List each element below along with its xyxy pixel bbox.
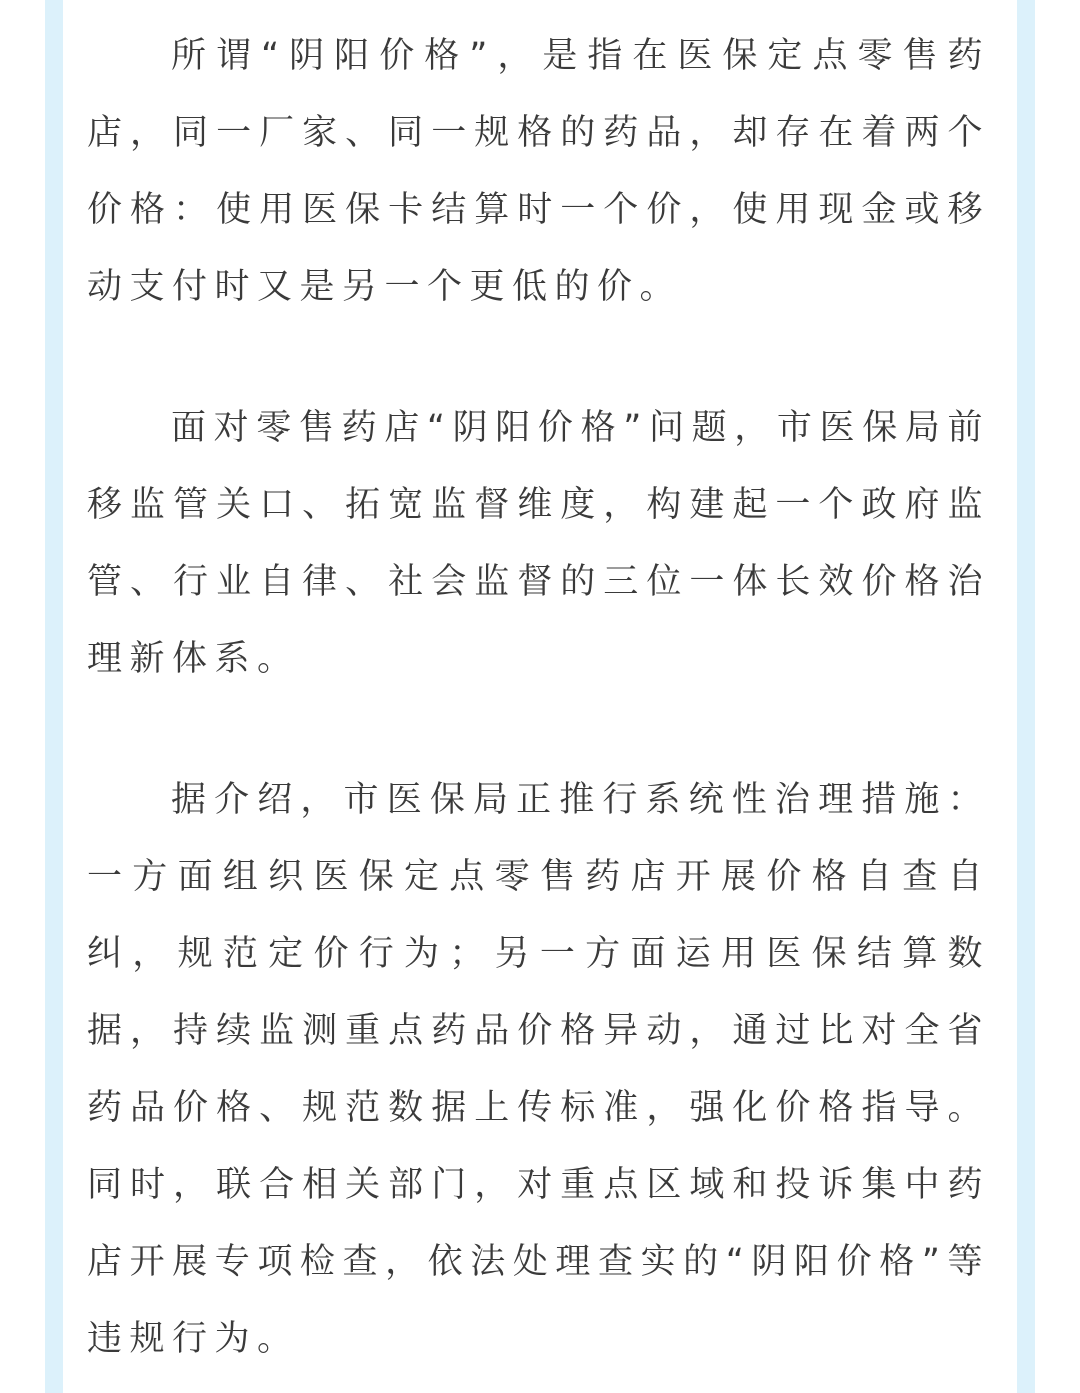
right-frame-border [1017, 0, 1035, 1393]
paragraph-definition: 所谓“阴阳价格”，是指在医保定点零售药店，同一厂家、同一规格的药品，却存在着两个价格：使用医保卡结算时一个价，使用现金或移动支付时又是另一个更低的价。 [87, 36, 990, 307]
paragraph-measures: 据介绍，市医保局正推行系统性治理措施：一方面组织医保定点零售药店开展价格自查自纠，规范定价行为；另一方面运用医保结算数据，持续监测重点药品价格异动，通过比对全省药品价格、规范数据上传标准，强化价格指导。同时，联合相关部门，对重点区域和投诉集中药店开展专项检查，依法处理查实的“阴阳价格”等违规行为。 [87, 780, 990, 1359]
paragraph-response: 面对零售药店“阴阳价格”问题，市医保局前移监管关口、拓宽监督维度，构建起一个政府监管、行业自律、社会监督的三位一体长效价格治理新体系。 [87, 408, 990, 679]
left-frame-border [45, 0, 63, 1393]
article-body [87, 18, 990, 1378]
